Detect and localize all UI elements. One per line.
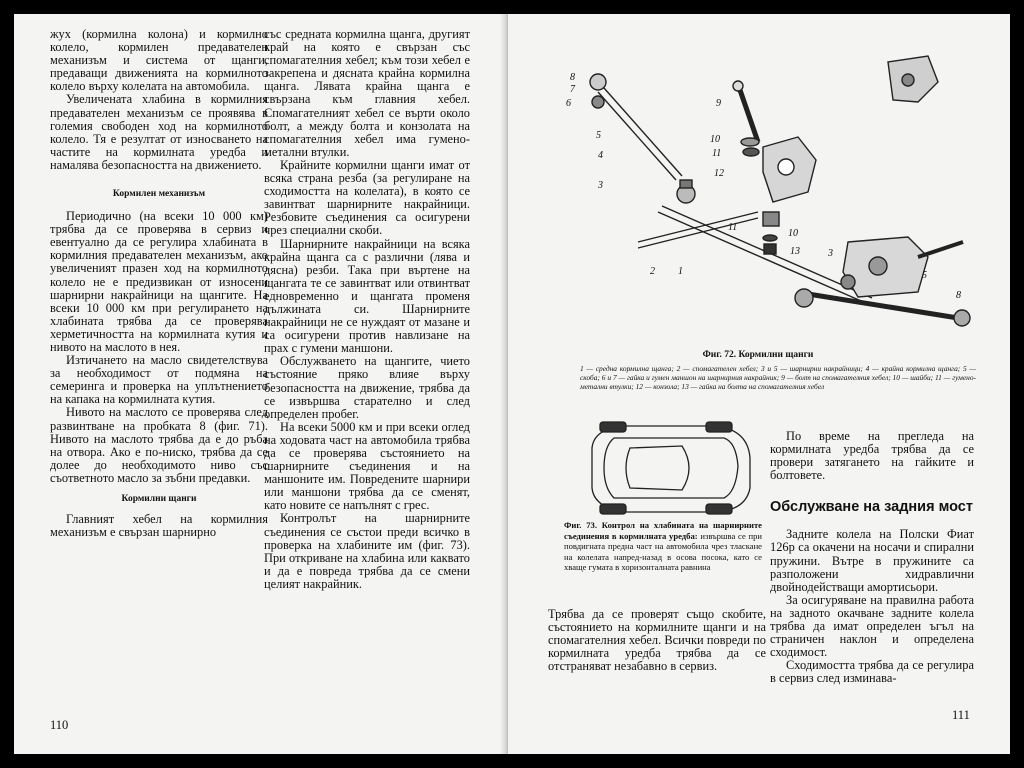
figure-72-caption-title: Фиг. 72. Кормилни щанги <box>702 350 814 360</box>
callout-label: 1 <box>678 266 683 277</box>
left-page <box>14 14 504 754</box>
figure-72-legend: 1 — средна кормилна щанга; 2 — спомагателен хебел; 3 и 5 — шарнирни накрайници; 4 — крайна кормилна щанга; 5 — скоба; 6 и 7 — гайка и гумен маншон на шарнирния накрайник; 9 — болт на спомагателния хебел; 10 — шайби; 11 — гумено-метални втулки; 12 — конзола; 13 — гайка на болта на спомагателния хебел <box>580 364 976 392</box>
page-number: 111 <box>952 708 970 722</box>
right-page <box>508 14 1010 754</box>
callout-label: 11 <box>728 222 738 233</box>
callout-label: 13 <box>790 246 800 257</box>
callout-label: 5 <box>596 130 601 141</box>
callout-label: 5 <box>922 270 927 281</box>
paragraph: Обслужването на щангите, чието състояние пряко влияе върху безопасността на движение, трябва да се извършва старателно и след определен пробег. <box>264 354 470 421</box>
callout-label: 10 <box>788 228 798 239</box>
paragraph: Контролът на шарнирните съединения се състои преди всичко в проверка на хлабините им (фиг. 73). При откриване на хлабина или каквато и да е повреда трябва да се смени целият накрайник. <box>264 511 470 591</box>
callout-label: 12 <box>714 168 724 179</box>
steering-linkage-figure <box>558 42 978 342</box>
callout-label: 11 <box>712 148 722 159</box>
callout-label: 7 <box>570 84 575 95</box>
paragraph: със средната кормилна щанга, другият край на която е свързан със спомагателния хебел; към този хебел е закрепена и дясната крайна кормилна щанга. Лявата крайна щанга е свързана към главния хебел. Спомагателният хебел се върти около болт, а между болта и конзолата на спомагателния хебел има гумено-метални втулки. <box>264 27 470 159</box>
section-heading: Обслужване на задния мост <box>770 499 973 516</box>
figure-73-caption-title: Фиг. 73. Контрол на хлабината на шарнирните съединения в кормилната уредба: <box>564 520 762 541</box>
callout-label: 8 <box>570 72 575 83</box>
section-heading: Кормилни щанги <box>121 494 197 504</box>
paragraph: Шарнирните накрайници на всяка крайна щанга са с различни (лява и дясна) резби. Така при въртене на щангата те се завинтват или отвинтват едновременно и щангата променя дължината си. Шарнирните накрайници не се нуждаят от мазане и са осигурени против навлизане на прах с гумени маншони. <box>264 236 470 356</box>
paragraph: Изтичането на масло свидетелствува за необходимост от подмяна на семеринга и проверка на уплътнението на капака на кормилната кутия. <box>50 353 268 407</box>
callout-label: 4 <box>598 150 603 161</box>
figure-73-caption <box>564 520 762 573</box>
page-number: 110 <box>50 718 69 732</box>
callout-label: 3 <box>828 248 833 259</box>
left-page-column-2 <box>264 28 470 591</box>
section-heading: Кормилен механизъм <box>112 189 206 200</box>
callout-label: 3 <box>598 180 603 191</box>
callout-label: 9 <box>716 98 721 109</box>
tie-rod-upper <box>598 92 676 180</box>
paragraph: Сходимостта трябва да се регулира в сервиз след изминава- <box>770 658 974 686</box>
figure-73-caption-text: извършва се при повдигната предна част на автомобила чрез тласкане на колелата напред-назад в осова посока, като се хваще гумата в хоризонталната равнина <box>564 530 763 573</box>
paragraph: Периодично (на всеки 10 000 км) трябва да се проверява в сервиз и евентуално да се регулира хлабината в кормилния предавателен механизъм, ако увеличеният празен ход на кормилното колело не е предизвикан от износени шарнирни накрайници на щангите. На всеки 10 000 км при регулирането на хлабината трябва да се проверява херметичността на кормилната кутия и нивото на маслото в нея. <box>50 209 268 354</box>
paragraph: Крайните кормилни щанги имат от всяка страна резба (за регулиране на сходимостта на колелата), в която се завинтват шарнирните накрайници. Резбовите съединения са осигурени чрез специални скоби. <box>264 157 470 238</box>
paragraph: Нивото на маслото се проверява след развинтване на пробката 8 (фиг. 71). Нивото на маслото трябва да е до ръба на отвора. Ако е по-ниско, трябва да се долее до необходимото ниво със съответното масло за зъбни предавки. <box>50 405 268 485</box>
paragraph: По време на прегледа на кормилната уредба трябва да се провери затягането на гайките и болтовете. <box>770 429 974 483</box>
paragraph: За осигуряване на правилна работа на задното окачване задните колела трябва да имат определен ъгъл на страничен наклон и определена сходимост. <box>770 592 974 660</box>
callout-label: 2 <box>650 266 655 277</box>
paragraph: Главният хебел на кормилния механизъм е свързан шарнирно <box>50 512 268 540</box>
car-outline-figure <box>586 418 756 518</box>
right-page-column-right <box>770 430 974 686</box>
paragraph: На всеки 5000 км и при всеки оглед на ходовата част на автомобила трябва да се проверява състоянието на шарнирните съединения и на маншоните им. Повредените шарнири или маншони трябва да се сменят, като новите се напълнят с грес. <box>264 419 470 513</box>
callout-label: 8 <box>956 290 961 301</box>
paragraph: Увеличената хлабина в кормилния предавателен механизъм се проявява в големия свободен ход на кормилното колело. Тя е резултат от износването на частите на кормилната уредба и намалява безопасността на движението. <box>50 92 268 172</box>
callout-label: 10 <box>710 134 720 145</box>
paragraph: Трябва да се проверят също скобите, състоянието на кормилните щанги и на спомагателния хебел. Всички повреди по кормилната уредба трябва да се отстраняват незабавно в сервиз. <box>548 607 766 674</box>
callout-label: 6 <box>566 98 571 109</box>
paragraph: жух (кормилна колона) и кормилно колело, кормилен предавателен механизъм и система от щанги, предаващи движенията на кормилното колело върху колелата на автомобила. <box>50 27 268 94</box>
paragraph: Задните колела на Полски Фиат 126р са окачени на носачи и спирални пружини. Вътре в пружините са разположени хидравлични двойнодействащи амортисьори. <box>770 527 974 594</box>
right-page-column-left <box>548 608 766 673</box>
left-page-column-1 <box>50 28 268 539</box>
